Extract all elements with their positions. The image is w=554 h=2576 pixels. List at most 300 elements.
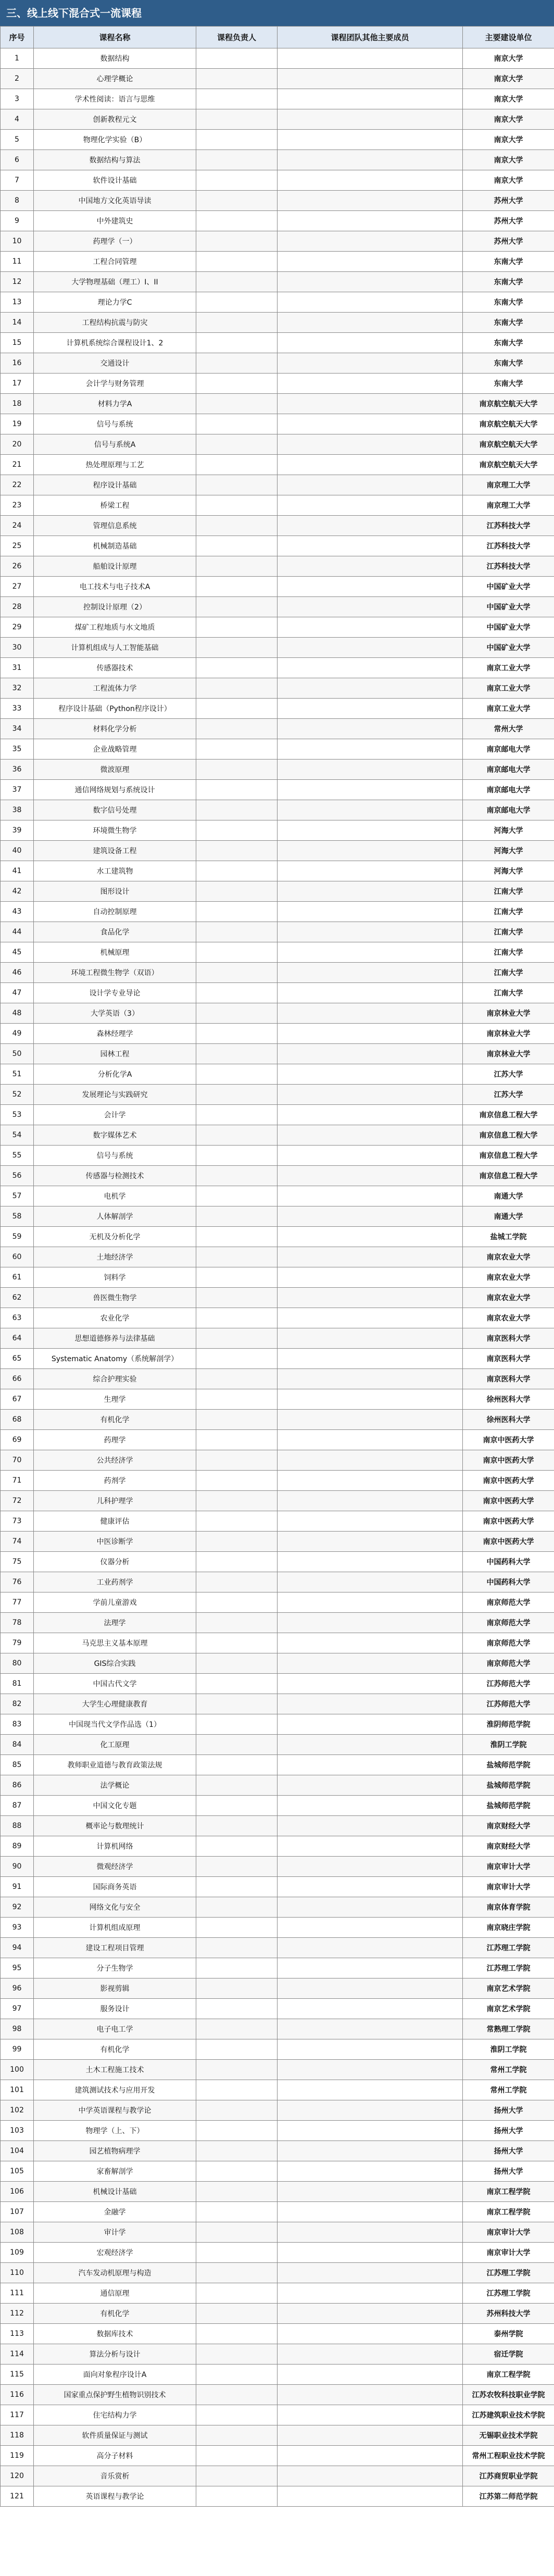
cell-unit: 南京中医药大学 [463,1532,554,1552]
cell-course: 信号与系统 [34,1146,196,1166]
table-row [1,434,554,455]
cell-no: 95 [1,1958,34,1978]
cell-lead [196,272,278,292]
table-row [1,109,554,130]
table-row [1,191,554,211]
cell-team [278,1105,463,1125]
cell-unit: 南京邮电大学 [463,780,554,800]
cell-unit: 江苏科技大学 [463,516,554,536]
cell-course: 面向对象程序设计A [34,2365,196,2385]
table-row [1,1796,554,1816]
cell-lead [196,231,278,252]
cell-team [278,1206,463,1227]
cell-no: 109 [1,2243,34,2263]
cell-course: 饲料学 [34,1267,196,1288]
table-row [1,577,554,597]
table-row [1,1146,554,1166]
cell-lead [196,1796,278,1816]
table-row [1,942,554,963]
table-row [1,1836,554,1857]
table-row [1,2080,554,2100]
cell-team [278,1532,463,1552]
cell-no: 54 [1,1125,34,1146]
cell-course: 儿科护理学 [34,1491,196,1511]
table-row [1,414,554,434]
cell-no: 38 [1,800,34,820]
cell-lead [196,170,278,191]
cell-course: 兽医微生物学 [34,1288,196,1308]
cell-team [278,1125,463,1146]
cell-team [278,1775,463,1796]
cell-course: 创新教程元文 [34,109,196,130]
cell-unit: 江苏大学 [463,1085,554,1105]
cell-no: 21 [1,455,34,475]
cell-course: 程序设计基础（Python程序设计） [34,699,196,719]
cell-unit: 东南大学 [463,272,554,292]
cell-lead [196,1267,278,1288]
cell-lead [196,2080,278,2100]
cell-lead [196,1918,278,1938]
cell-team [278,2405,463,2425]
cell-team [278,902,463,922]
cell-team [278,1044,463,1064]
cell-unit: 江苏理工学院 [463,1958,554,1978]
table-row [1,130,554,150]
cell-lead [196,1471,278,1491]
cell-lead [196,1125,278,1146]
cell-no: 75 [1,1552,34,1572]
cell-course: 会计学与财务管理 [34,374,196,394]
table-row [1,1816,554,1836]
cell-lead [196,2344,278,2365]
cell-no: 3 [1,89,34,109]
cell-course: 工业药剂学 [34,1572,196,1592]
cell-course: 心理学概论 [34,69,196,89]
cell-unit: 南京工程学院 [463,2365,554,2385]
cell-course: 计算机系统综合课程设计1、2 [34,333,196,353]
cell-unit: 南京信息工程大学 [463,1105,554,1125]
cell-team [278,1958,463,1978]
cell-no: 100 [1,2060,34,2080]
cell-team [278,1694,463,1714]
cell-course: 药剂学 [34,1471,196,1491]
cell-team [278,2080,463,2100]
cell-unit: 南京航空航天大学 [463,455,554,475]
cell-lead [196,2466,278,2486]
cell-lead [196,983,278,1003]
cell-unit: 南京大学 [463,89,554,109]
cell-no: 39 [1,820,34,841]
cell-team [278,1227,463,1247]
cell-no: 93 [1,1918,34,1938]
cell-course: 物理化学实验（B） [34,130,196,150]
cell-no: 49 [1,1024,34,1044]
cell-no: 79 [1,1633,34,1653]
cell-course: 建筑设备工程 [34,841,196,861]
cell-no: 11 [1,252,34,272]
cell-lead [196,841,278,861]
cell-team [278,374,463,394]
cell-team [278,678,463,699]
table-row [1,150,554,170]
cell-lead [196,1897,278,1918]
cell-unit: 宿迁学院 [463,2344,554,2365]
cell-team [278,1735,463,1755]
cell-team [278,455,463,475]
table-row [1,2161,554,2182]
cell-lead [196,1024,278,1044]
cell-team [278,841,463,861]
cell-course: 中外建筑史 [34,211,196,231]
cell-no: 106 [1,2182,34,2202]
cell-unit: 中国药科大学 [463,1572,554,1592]
cell-no: 1 [1,48,34,69]
cell-lead [196,536,278,556]
cell-unit: 苏州大学 [463,191,554,211]
cell-unit: 南京农业大学 [463,1267,554,1288]
cell-no: 37 [1,780,34,800]
cell-team [278,1755,463,1775]
cell-no: 59 [1,1227,34,1247]
table-row [1,2060,554,2080]
table-row [1,1267,554,1288]
cell-course: 传感器技术 [34,658,196,678]
cell-lead [196,597,278,617]
cell-lead [196,800,278,820]
cell-lead [196,313,278,333]
table-row [1,1613,554,1633]
cell-course: 中医诊断学 [34,1532,196,1552]
cell-course: 桥梁工程 [34,495,196,516]
table-row [1,1653,554,1674]
table-row [1,1857,554,1877]
table-row [1,881,554,902]
cell-no: 46 [1,963,34,983]
cell-unit: 南京体育学院 [463,1897,554,1918]
table-row [1,333,554,353]
cell-unit: 南京理工大学 [463,495,554,516]
cell-no: 103 [1,2121,34,2141]
cell-lead [196,2324,278,2344]
cell-course: 建筑测试技术与应用开发 [34,2080,196,2100]
cell-course: 中国地方文化英语导读 [34,191,196,211]
cell-course: 有机化学 [34,2039,196,2060]
cell-no: 116 [1,2385,34,2405]
cell-unit: 南京信息工程大学 [463,1146,554,1166]
cell-team [278,2425,463,2446]
cell-team [278,1186,463,1206]
cell-course: 国家重点保护野生植物识别技术 [34,2385,196,2405]
table-row [1,313,554,333]
cell-team [278,942,463,963]
cell-no: 113 [1,2324,34,2344]
cell-lead [196,1938,278,1958]
cell-team [278,2344,463,2365]
cell-course: 汽车发动机原理与构造 [34,2263,196,2283]
table-row [1,2019,554,2039]
cell-course: 公共经济学 [34,1450,196,1471]
cell-no: 94 [1,1938,34,1958]
table-row [1,2222,554,2243]
cell-no: 28 [1,597,34,617]
cell-unit: 东南大学 [463,292,554,313]
table-row [1,455,554,475]
table-row [1,1674,554,1694]
cell-team [278,1938,463,1958]
cell-lead [196,333,278,353]
cell-no: 118 [1,2425,34,2446]
cell-team [278,1633,463,1653]
cell-course: 森林经理学 [34,1024,196,1044]
cell-course: 机械原理 [34,942,196,963]
cell-no: 17 [1,374,34,394]
cell-team [278,495,463,516]
cell-unit: 泰州学院 [463,2324,554,2344]
cell-lead [196,2060,278,2080]
cell-no: 115 [1,2365,34,2385]
cell-team [278,150,463,170]
cell-team [278,414,463,434]
cell-no: 4 [1,109,34,130]
header-lead: 课程负责人 [196,27,278,48]
cell-course: 中国古代文学 [34,1674,196,1694]
table-row [1,69,554,89]
cell-no: 5 [1,130,34,150]
cell-no: 10 [1,231,34,252]
cell-team [278,475,463,495]
cell-unit: 南京艺术学院 [463,1999,554,2019]
cell-course: 自动控制原理 [34,902,196,922]
cell-course: 软件质量保证与测试 [34,2425,196,2446]
cell-team [278,760,463,780]
table-row [1,394,554,414]
cell-unit: 常州大学 [463,719,554,739]
cell-unit: 南京中医药大学 [463,1471,554,1491]
cell-team [278,1471,463,1491]
cell-team [278,881,463,902]
cell-team [278,252,463,272]
cell-unit: 南京中医药大学 [463,1430,554,1450]
cell-no: 110 [1,2263,34,2283]
cell-no: 8 [1,191,34,211]
cell-lead [196,2405,278,2425]
cell-no: 68 [1,1410,34,1430]
cell-unit: 盐城师范学院 [463,1755,554,1775]
cell-unit: 南京中医药大学 [463,1450,554,1471]
cell-lead [196,2283,278,2304]
cell-lead [196,1532,278,1552]
cell-course: 数据库技术 [34,2324,196,2344]
cell-course: 微观经济学 [34,1857,196,1877]
cell-team [278,983,463,1003]
table-row [1,170,554,191]
cell-no: 18 [1,394,34,414]
cell-course: 计算机组成原理 [34,1918,196,1938]
cell-unit: 江苏理工学院 [463,1938,554,1958]
cell-no: 84 [1,1735,34,1755]
cell-no: 53 [1,1105,34,1125]
cell-team [278,1978,463,1999]
cell-unit: 南京大学 [463,150,554,170]
cell-lead [196,1572,278,1592]
cell-lead [196,1674,278,1694]
cell-no: 51 [1,1064,34,1085]
table-row [1,2466,554,2486]
cell-team [278,820,463,841]
cell-team [278,556,463,577]
cell-no: 98 [1,2019,34,2039]
cell-unit: 江苏科技大学 [463,556,554,577]
cell-unit: 江苏大学 [463,1064,554,1085]
cell-team [278,1816,463,1836]
cell-lead [196,1775,278,1796]
cell-lead [196,2182,278,2202]
cell-lead [196,1064,278,1085]
cell-unit: 南京大学 [463,69,554,89]
table-row [1,983,554,1003]
cell-lead [196,1247,278,1267]
cell-unit: 南京航空航天大学 [463,394,554,414]
table-row [1,2202,554,2222]
cell-lead [196,495,278,516]
cell-course: 算法分析与设计 [34,2344,196,2365]
cell-unit: 淮阴师范学院 [463,1714,554,1735]
cell-unit: 南京农业大学 [463,1247,554,1267]
cell-course: 计算机组成与人工智能基础 [34,638,196,658]
cell-no: 97 [1,1999,34,2019]
cell-unit: 盐城工学院 [463,1227,554,1247]
cell-unit: 南京工业大学 [463,699,554,719]
table-row [1,495,554,516]
cell-course: 通信网络规划与系统设计 [34,780,196,800]
cell-no: 23 [1,495,34,516]
cell-unit: 常州工程职业技术学院 [463,2446,554,2466]
cell-lead [196,1450,278,1471]
cell-course: 园林工程 [34,1044,196,1064]
cell-course: 材料力学A [34,394,196,414]
cell-team [278,739,463,760]
cell-no: 76 [1,1572,34,1592]
cell-no: 99 [1,2039,34,2060]
cell-no: 120 [1,2466,34,2486]
cell-course: 有机化学 [34,1410,196,1430]
cell-unit: 南京林业大学 [463,1044,554,1064]
cell-lead [196,739,278,760]
table-row [1,231,554,252]
cell-unit: 东南大学 [463,353,554,374]
cell-course: 企业战略管理 [34,739,196,760]
cell-course: 中国文化专题 [34,1796,196,1816]
cell-no: 20 [1,434,34,455]
cell-no: 105 [1,2161,34,2182]
cell-no: 29 [1,617,34,638]
cell-unit: 苏州大学 [463,211,554,231]
cell-team [278,1592,463,1613]
cell-no: 45 [1,942,34,963]
cell-unit: 苏州大学 [463,231,554,252]
cell-no: 60 [1,1247,34,1267]
cell-course: 计算机网络 [34,1836,196,1857]
cell-course: 综合护理实验 [34,1369,196,1389]
cell-team [278,48,463,69]
cell-team [278,2019,463,2039]
cell-team [278,2121,463,2141]
cell-no: 82 [1,1694,34,1714]
table-row [1,536,554,556]
cell-team [278,1714,463,1735]
cell-no: 48 [1,1003,34,1024]
cell-course: 法理学 [34,1613,196,1633]
cell-lead [196,2425,278,2446]
cell-course: 电子电工学 [34,2019,196,2039]
table-row [1,617,554,638]
cell-lead [196,678,278,699]
cell-lead [196,1836,278,1857]
cell-lead [196,1857,278,1877]
cell-course: 住宅结构力学 [34,2405,196,2425]
cell-team [278,1918,463,1938]
cell-team [278,69,463,89]
cell-no: 6 [1,150,34,170]
cell-no: 74 [1,1532,34,1552]
cell-no: 2 [1,69,34,89]
cell-lead [196,1186,278,1206]
cell-no: 9 [1,211,34,231]
cell-team [278,333,463,353]
cell-lead [196,719,278,739]
cell-lead [196,1105,278,1125]
cell-unit: 南京中医药大学 [463,1491,554,1511]
table-header-row [1,27,554,48]
cell-course: 数字信号处理 [34,800,196,820]
cell-course: 电机学 [34,1186,196,1206]
cell-lead [196,211,278,231]
cell-unit: 江苏理工学院 [463,2283,554,2304]
cell-unit: 江南大学 [463,942,554,963]
cell-unit: 南京大学 [463,130,554,150]
cell-course: 材料化学分析 [34,719,196,739]
cell-course: 工程流体力学 [34,678,196,699]
table-row [1,2304,554,2324]
cell-team [278,170,463,191]
cell-lead [196,2486,278,2507]
table-row [1,2100,554,2121]
cell-course: 程序设计基础 [34,475,196,495]
table-row [1,2283,554,2304]
table-row [1,1125,554,1146]
cell-team [278,1491,463,1511]
cell-unit: 南京晓庄学院 [463,1918,554,1938]
table-row [1,1064,554,1085]
cell-lead [196,89,278,109]
table-row [1,1024,554,1044]
cell-unit: 南京审计大学 [463,2243,554,2263]
cell-no: 44 [1,922,34,942]
table-row [1,739,554,760]
cell-lead [196,2222,278,2243]
table-row [1,2121,554,2141]
cell-unit: 南京师范大学 [463,1653,554,1674]
cell-unit: 江南大学 [463,922,554,942]
cell-course: 马克思主义基本原理 [34,1633,196,1653]
header-unit: 主要建设单位 [463,27,554,48]
cell-team [278,963,463,983]
table-row [1,1227,554,1247]
cell-team [278,2202,463,2222]
cell-no: 108 [1,2222,34,2243]
cell-no: 27 [1,577,34,597]
cell-lead [196,902,278,922]
